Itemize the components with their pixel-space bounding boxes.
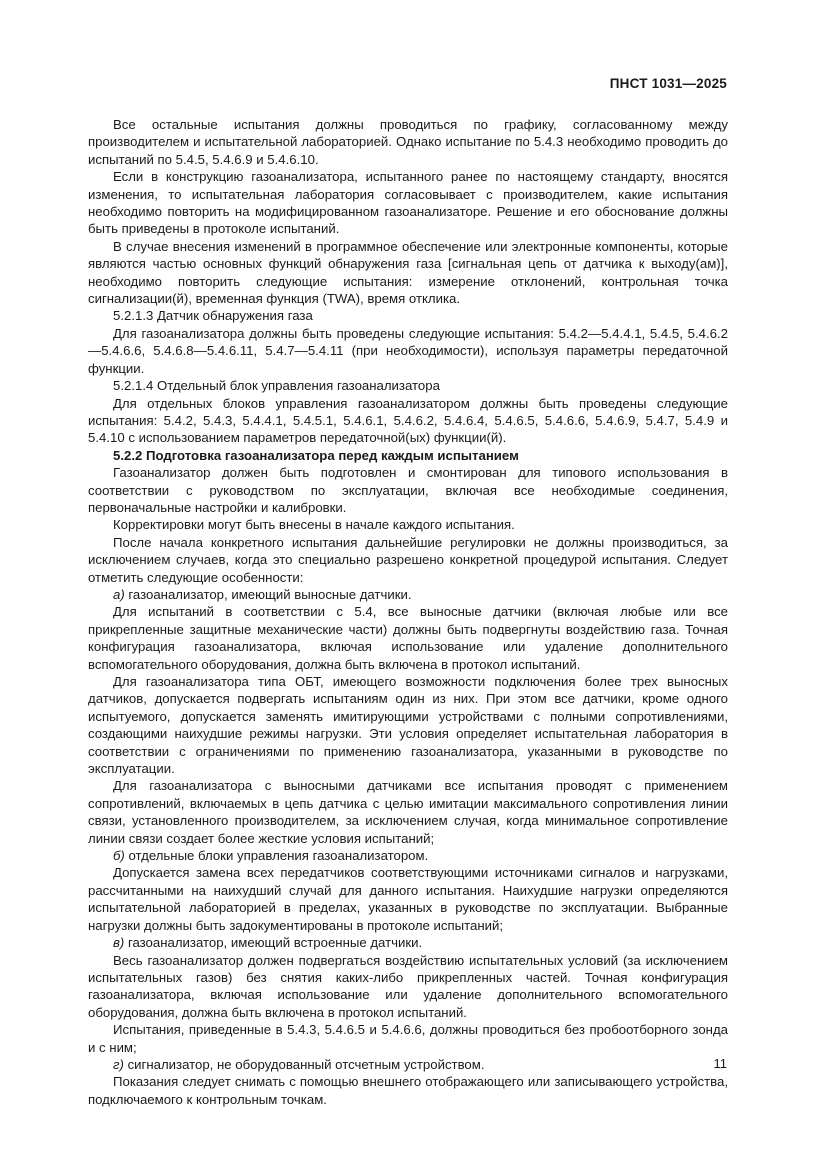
list-item-text: отдельные блоки управления газоанализатором. (128, 848, 429, 864)
paragraph: Для отдельных блоков управления газоанализатором должны быть проведены следующие испытания: 5.4.2, 5.4.3, 5.4.4.1, 5.4.5.1, 5.4.6.1, 5.4.6.2, 5.4.6.4, 5.4.6.5, 5.4.6.6, 5.4.6.9, 5.4.7, 5.4.9 и 5.4.10 с использованием параметров передаточной(ых) функции(й). (88, 395, 728, 446)
paragraph: Все остальные испытания должны проводиться по графику, согласованному между производителем и испытательной лабораторией. Однако испытание по 5.4.3 необходимо проводить до испытаний по 5.4.5, 5.4.6.9 и 5.4.6.10. (88, 117, 728, 167)
list-item-text: газоанализатор, имеющий встроенные датчики. (127, 935, 423, 951)
paragraph: Испытания, приведенные в 5.4.3, 5.4.6.5 и 5.4.6.6, должны проводиться без пробоотборного зонда и с ним; (88, 1022, 728, 1055)
paragraph: Допускается замена всех передатчиков соответствующими источниками сигналов и нагрузками, рассчитанными на наихудший случай для данного испытания. Наихудшие нагрузки определяются испытательной лабораторией в пределах, указанных в руководстве по эксплуатации. Выбранные нагрузки должны быть задокументированы в протоколе испытаний; (88, 865, 728, 933)
paragraph: Для газоанализатора с выносными датчиками все испытания проводят с применением сопротивлений, включаемых в цепь датчика с целью имитации максимального сопротивления линии связи, установленного производителем, за исключением случая, когда минимальное сопротивление линии связи создает более жесткие условия испытаний; (88, 778, 728, 846)
list-item (88, 934, 728, 951)
list-item-text: сигнализатор, не оборудованный отсчетным устройством. (127, 1056, 485, 1072)
list-item-letter: а) (113, 586, 125, 602)
section-heading: 5.2.2 Подготовка газоанализатора перед каждым испытанием (113, 447, 519, 463)
list-item (88, 1056, 728, 1073)
page-number: 11 (713, 1056, 727, 1071)
paragraph: Показания следует снимать с помощью внешнего отображающего или записывающего устройства, подключаемого к контрольным точкам. (88, 1074, 728, 1107)
paragraph: 5.2.1.4 Отдельный блок управления газоанализатора (113, 378, 440, 394)
paragraph: Для испытаний в соответствии с 5.4, все выносные датчики (включая любые или все прикрепленные защитные механические части) должны быть подвергнуты воздействию газа. Точная конфигурация газоанализатора, включая использование или удаление дополнительного вспомогательного оборудования, должна быть включена в протокол испытаний. (88, 604, 728, 672)
paragraph: Для газоанализатора должны быть проведены следующие испытания: 5.4.2—5.4.4.1, 5.4.5, 5.4.6.2—5.4.6.6, 5.4.6.8—5.4.6.11, 5.4.7—5.4.11 (при необходимости), используя параметры передаточной функции. (88, 325, 728, 376)
list-item-text: газоанализатор, имеющий выносные датчики. (128, 586, 412, 602)
paragraph: Для газоанализатора типа ОБТ, имеющего возможности подключения более трех выносных датчиков, допускается подвергать испытаниям один из них. При этом все датчики, кроме одного испытуемого, допускается заменять имитирующими устройствами с полными сопротивлениями, создающими наихудшие режимы нагрузки. Эти условия определяет испытательная лаборатория в соответствии с ограничениями по применению газоанализатора, указанными в руководстве по эксплуатации. (88, 674, 728, 777)
list-item-letter: б) (113, 848, 125, 864)
paragraph: Газоанализатор должен быть подготовлен и смонтирован для типового использования в соответствии с руководством по эксплуатации, включая все необходимые соединения, первоначальные настройки и калибровки. (88, 465, 728, 515)
paragraph: Корректировки могут быть внесены в начале каждого испытания. (113, 517, 515, 533)
list-item-letter: г) (113, 1056, 124, 1072)
paragraph: 5.2.1.3 Датчик обнаружения газа (113, 308, 313, 324)
document-code: ПНСТ 1031—2025 (609, 76, 727, 91)
paragraph: После начала конкретного испытания дальнейшие регулировки не должны производиться, за исключением случаев, когда это специально разрешено конкретной процедурой испытания. Следует отметить следующие особенности: (88, 534, 728, 585)
list-item-letter: в) (113, 935, 125, 951)
paragraph: В случае внесения изменений в программное обеспечение или электронные компоненты, которые являются частью основных функций обнаружения газа [сигнальная цепь от датчика к выходу(ам)], необходимо повторить следующие испытания: измерение отклонений, контрольная точка сигнализации(й), временная функция (TWA), время отклика. (88, 238, 728, 307)
paragraph: Если в конструкцию газоанализатора, испытанного ранее по настоящему стандарту, вносятся изменения, то испытательная лаборатория согласовывает с производителем, какие испытания необходимо повторить на модифицированном газоанализаторе. Решение и его обоснование должны быть приведены в протоколе испытаний. (88, 169, 728, 237)
list-item (88, 586, 728, 603)
document-body (88, 116, 728, 1108)
list-item (88, 847, 728, 864)
paragraph: Весь газоанализатор должен подвергаться воздействию испытательных условий (за исключением испытательных газов) без снятия каких-либо прикрепленных частей. Точная конфигурация газоанализатора, включая использование или удаление дополнительного вспомогательного оборудования, должна быть включена в протокол испытаний. (88, 952, 728, 1020)
